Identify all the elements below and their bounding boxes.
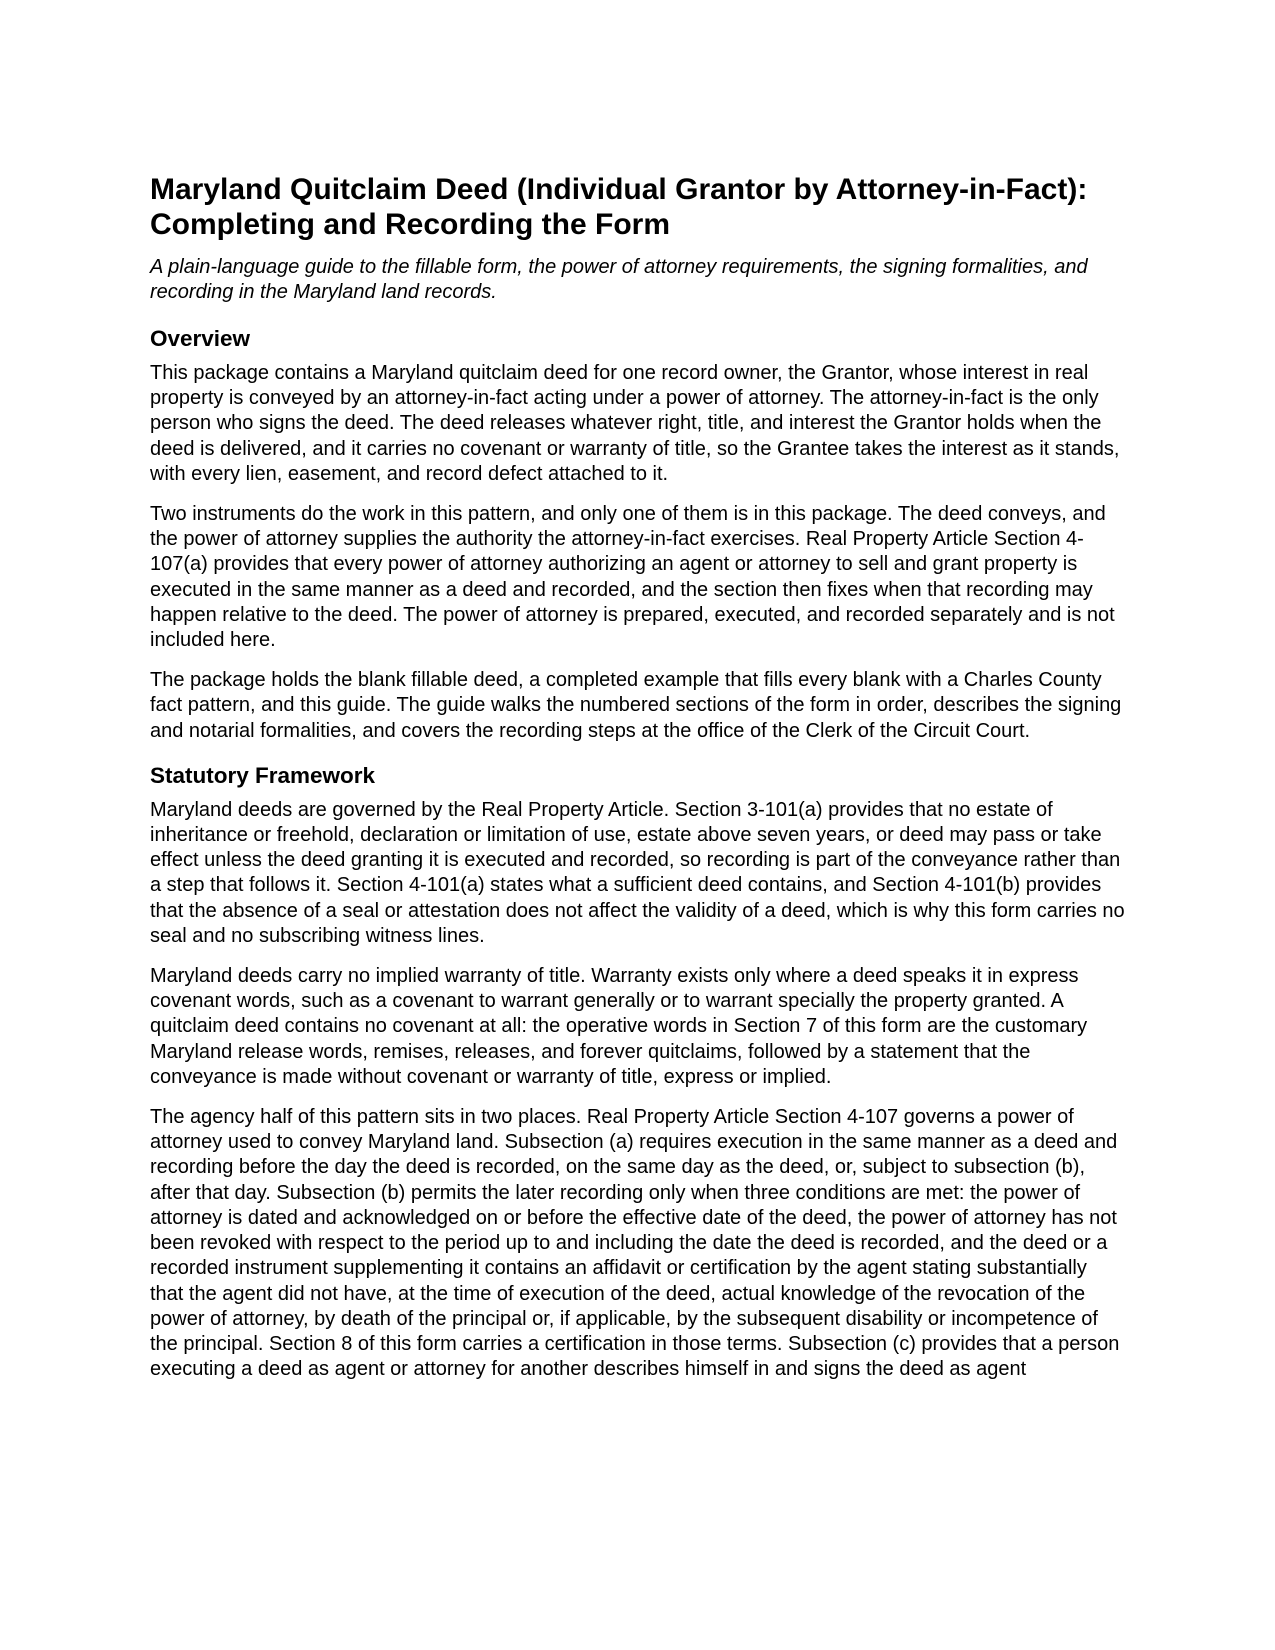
section-heading-overview: Overview — [150, 326, 251, 351]
statutory-paragraph-3: The agency half of this pattern sits in two places. Real Property Article Section 4-107 governs a power of attorney used to convey Maryland land. Subsection (a) requires execution in the same manner as a deed and recording before the day the deed is recorded, on the same day as the deed, or, subject to subsection (b), after that day. Subsection (b) permits the later recording only when three conditions are met: the power of attorney is dated and acknowledged on or before the effective date of the deed, the power of attorney has not been revoked with respect to the period up to and including the date the deed is recorded, and the deed or a recorded instrument supplementing it contains an affidavit or certification by the agent stating substantially that the agent did not have, at the time of execution of the deed, actual knowledge of the revocation of the power of attorney, by death of the principal or, if applicable, by the subsequent disability or incompetence of the principal. Section 8 of this form carries a certification in those terms. Subsection (c) provides that a person executing a deed as agent or attorney for another describes himself in and signs the deed as agent — [150, 1106, 1120, 1381]
overview-paragraph-3: The package holds the blank fillable deed, a completed example that fills every blank with a Charles County fact pattern, and this guide. The guide walks the numbered sections of the form in order, describes the signing and notarial formalities, and covers the recording steps at the office of the Clerk of the Circuit Court. — [150, 669, 1122, 742]
section-statutory-framework — [150, 762, 1125, 1382]
page-title: Maryland Quitclaim Deed (Individual Grantor by Attorney-in-Fact): Completing and Recording the Form — [150, 173, 1088, 241]
document-page — [150, 172, 1125, 1397]
overview-paragraph-2: Two instruments do the work in this pattern, and only one of them is in this package. The deed conveys, and the power of attorney supplies the authority the attorney-in-fact exercises. Real Property Article Section 4-107(a) provides that every power of attorney authorizing an agent or attorney to sell and grant property is executed in the same manner as a deed and recorded, and the section then fixes when that recording may happen relative to the deed. The power of attorney is prepared, executed, and recorded separately and is not included here. — [150, 503, 1115, 652]
statutory-paragraph-1: Maryland deeds are governed by the Real Property Article. Section 3-101(a) provides that no estate of inheritance or freehold, declaration or limitation of use, estate above seven years, or deed may pass or take effect unless the deed granting it is executed and recorded, so recording is part of the conveyance rather than a step that follows it. Section 4-101(a) states what a sufficient deed contains, and Section 4-101(b) provides that the absence of a seal or attestation does not affect the validity of a deed, which is why this form carries no seal and no subscribing witness lines. — [150, 798, 1125, 947]
page-subtitle: A plain-language guide to the fillable form, the power of attorney requirements, the signing formalities, and recording in the Maryland land records. — [150, 256, 1088, 303]
section-heading-statutory-framework: Statutory Framework — [150, 762, 376, 788]
section-overview — [150, 325, 1125, 744]
statutory-paragraph-2: Maryland deeds carry no implied warranty of title. Warranty exists only where a deed speaks it in express covenant words, such as a covenant to warrant generally or to warrant specially the property granted. A quitclaim deed contains no covenant at all: the operative words in Section 7 of this form are the customary Maryland release words, remises, releases, and forever quitclaims, followed by a statement that the conveyance is made without covenant or warranty of title, express or implied. — [150, 965, 1088, 1088]
overview-paragraph-1: This package contains a Maryland quitclaim deed for one record owner, the Grantor, whose interest in real property is conveyed by an attorney-in-fact acting under a power of attorney. The attorney-in-fact is the only person who signs the deed. The deed releases whatever right, title, and interest the Grantor holds when the deed is delivered, and it carries no covenant or warranty of title, so the Grantee takes the interest as it stands, with every lien, easement, and record defect attached to it. — [150, 362, 1120, 485]
